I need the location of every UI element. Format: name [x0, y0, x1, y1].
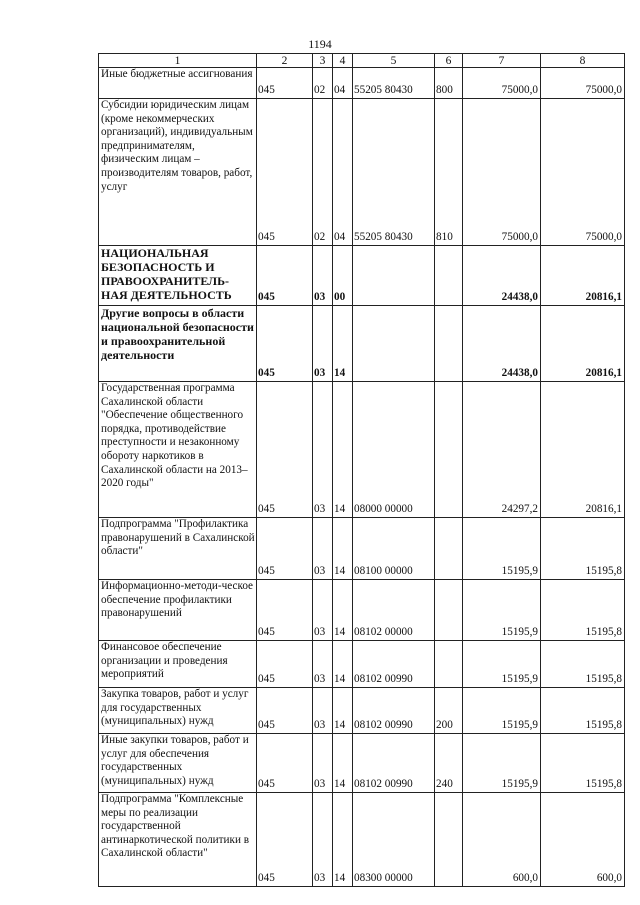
code-cell: 14 — [333, 580, 353, 641]
amount-cell: 600,0 — [463, 793, 541, 887]
code-cell: 14 — [333, 688, 353, 734]
table-row — [99, 99, 625, 246]
amount-cell: 24438,0 — [463, 306, 541, 382]
column-header: 3 — [313, 54, 333, 68]
amount-cell: 75000,0 — [463, 68, 541, 99]
code-cell: 03 — [313, 580, 333, 641]
code-cell: 14 — [333, 518, 353, 580]
table-header-row — [99, 54, 625, 68]
amount-cell: 15195,9 — [463, 580, 541, 641]
code-cell: 14 — [333, 306, 353, 382]
code-cell: 04 — [333, 68, 353, 99]
code-cell: 045 — [257, 518, 313, 580]
code-cell: 045 — [257, 68, 313, 99]
column-header: 2 — [257, 54, 313, 68]
code-cell: 045 — [257, 734, 313, 793]
amount-cell: 20816,1 — [541, 306, 625, 382]
amount-cell: 15195,8 — [541, 688, 625, 734]
code-cell — [353, 306, 435, 382]
amount-cell: 24438,0 — [463, 246, 541, 306]
table-row — [99, 306, 625, 382]
code-cell: 04 — [333, 99, 353, 246]
code-cell: 240 — [435, 734, 463, 793]
table-row — [99, 68, 625, 99]
code-cell: 03 — [313, 793, 333, 887]
amount-cell: 15195,8 — [541, 641, 625, 688]
code-cell — [353, 246, 435, 306]
amount-cell: 20816,1 — [541, 382, 625, 518]
code-cell: 045 — [257, 688, 313, 734]
row-name-cell: Субсидии юридическим лицам (кроме некоммерческих организаций), индивидуальным предпринимателям, физическим лицам – производителям товаров, работ, услуг — [99, 99, 257, 246]
table-row — [99, 518, 625, 580]
code-cell: 810 — [435, 99, 463, 246]
code-cell: 800 — [435, 68, 463, 99]
code-cell: 08102 00990 — [353, 641, 435, 688]
code-cell: 08100 00000 — [353, 518, 435, 580]
code-cell — [435, 382, 463, 518]
code-cell: 55205 80430 — [353, 99, 435, 246]
code-cell: 14 — [333, 382, 353, 518]
code-cell: 55205 80430 — [353, 68, 435, 99]
code-cell: 02 — [313, 99, 333, 246]
code-cell — [435, 306, 463, 382]
row-name-cell: Иные бюджетные ассигнования — [99, 68, 257, 99]
amount-cell: 15195,9 — [463, 518, 541, 580]
table-row — [99, 382, 625, 518]
code-cell: 045 — [257, 246, 313, 306]
row-name-cell: Подпрограмма "Профилактика правонарушений в Сахалинской области" — [99, 518, 257, 580]
code-cell: 03 — [313, 734, 333, 793]
code-cell: 045 — [257, 99, 313, 246]
amount-cell: 15195,8 — [541, 580, 625, 641]
row-name-cell: Информационно-методи-ческое обеспечение профилактики правонарушений — [99, 580, 257, 641]
table-row — [99, 641, 625, 688]
code-cell: 03 — [313, 518, 333, 580]
code-cell: 02 — [313, 68, 333, 99]
code-cell: 03 — [313, 641, 333, 688]
code-cell: 03 — [313, 246, 333, 306]
amount-cell: 75000,0 — [541, 99, 625, 246]
amount-cell: 15195,9 — [463, 734, 541, 793]
table-row — [99, 734, 625, 793]
table-row — [99, 580, 625, 641]
code-cell — [435, 641, 463, 688]
row-name-cell: Иные закупки товаров, работ и услуг для обеспечения государственных (муниципальных) нужд — [99, 734, 257, 793]
code-cell — [435, 518, 463, 580]
column-header: 4 — [333, 54, 353, 68]
row-name-cell: Другие вопросы в области национальной безопасности и правоохранительной деятельности — [99, 306, 257, 382]
column-header: 8 — [541, 54, 625, 68]
page-number: 1194 — [308, 37, 332, 51]
amount-cell: 15195,9 — [463, 641, 541, 688]
code-cell: 045 — [257, 382, 313, 518]
amount-cell: 15195,8 — [541, 734, 625, 793]
code-cell: 045 — [257, 641, 313, 688]
code-cell: 14 — [333, 793, 353, 887]
code-cell — [435, 246, 463, 306]
code-cell — [435, 580, 463, 641]
code-cell: 03 — [313, 382, 333, 518]
row-name-cell: Финансовое обеспечение организации и проведения мероприятий — [99, 641, 257, 688]
code-cell: 14 — [333, 641, 353, 688]
row-name-cell: Государственная программа Сахалинской области "Обеспечение общественного порядка, противодействие преступности и незаконному обороту наркотиков в Сахалинской области на 2013–2020 годы" — [99, 382, 257, 518]
row-name-cell: Закупка товаров, работ и услуг для государственных (муниципальных) нужд — [99, 688, 257, 734]
column-header: 5 — [353, 54, 435, 68]
code-cell: 200 — [435, 688, 463, 734]
budget-table — [98, 53, 625, 887]
code-cell — [435, 793, 463, 887]
code-cell: 045 — [257, 793, 313, 887]
code-cell: 00 — [333, 246, 353, 306]
amount-cell: 20816,1 — [541, 246, 625, 306]
amount-cell: 24297,2 — [463, 382, 541, 518]
code-cell: 045 — [257, 306, 313, 382]
code-cell: 08102 00990 — [353, 734, 435, 793]
amount-cell: 75000,0 — [463, 99, 541, 246]
code-cell: 08102 00990 — [353, 688, 435, 734]
code-cell: 08300 00000 — [353, 793, 435, 887]
code-cell: 14 — [333, 734, 353, 793]
code-cell: 03 — [313, 306, 333, 382]
code-cell: 03 — [313, 688, 333, 734]
table-row — [99, 246, 625, 306]
amount-cell: 75000,0 — [541, 68, 625, 99]
column-header: 7 — [463, 54, 541, 68]
table-row — [99, 793, 625, 887]
amount-cell: 600,0 — [541, 793, 625, 887]
column-header: 1 — [99, 54, 257, 68]
table-row — [99, 688, 625, 734]
amount-cell: 15195,9 — [463, 688, 541, 734]
amount-cell: 15195,8 — [541, 518, 625, 580]
row-name-cell: НАЦИОНАЛЬНАЯ БЕЗОПАСНОСТЬ И ПРАВООХРАНИТЕЛЬ-НАЯ ДЕЯТЕЛЬНОСТЬ — [99, 246, 257, 306]
code-cell: 045 — [257, 580, 313, 641]
column-header: 6 — [435, 54, 463, 68]
row-name-cell: Подпрограмма "Комплексные меры по реализации государственной антинаркотической политики в Сахалинской области" — [99, 793, 257, 887]
code-cell: 08102 00000 — [353, 580, 435, 641]
code-cell: 08000 00000 — [353, 382, 435, 518]
